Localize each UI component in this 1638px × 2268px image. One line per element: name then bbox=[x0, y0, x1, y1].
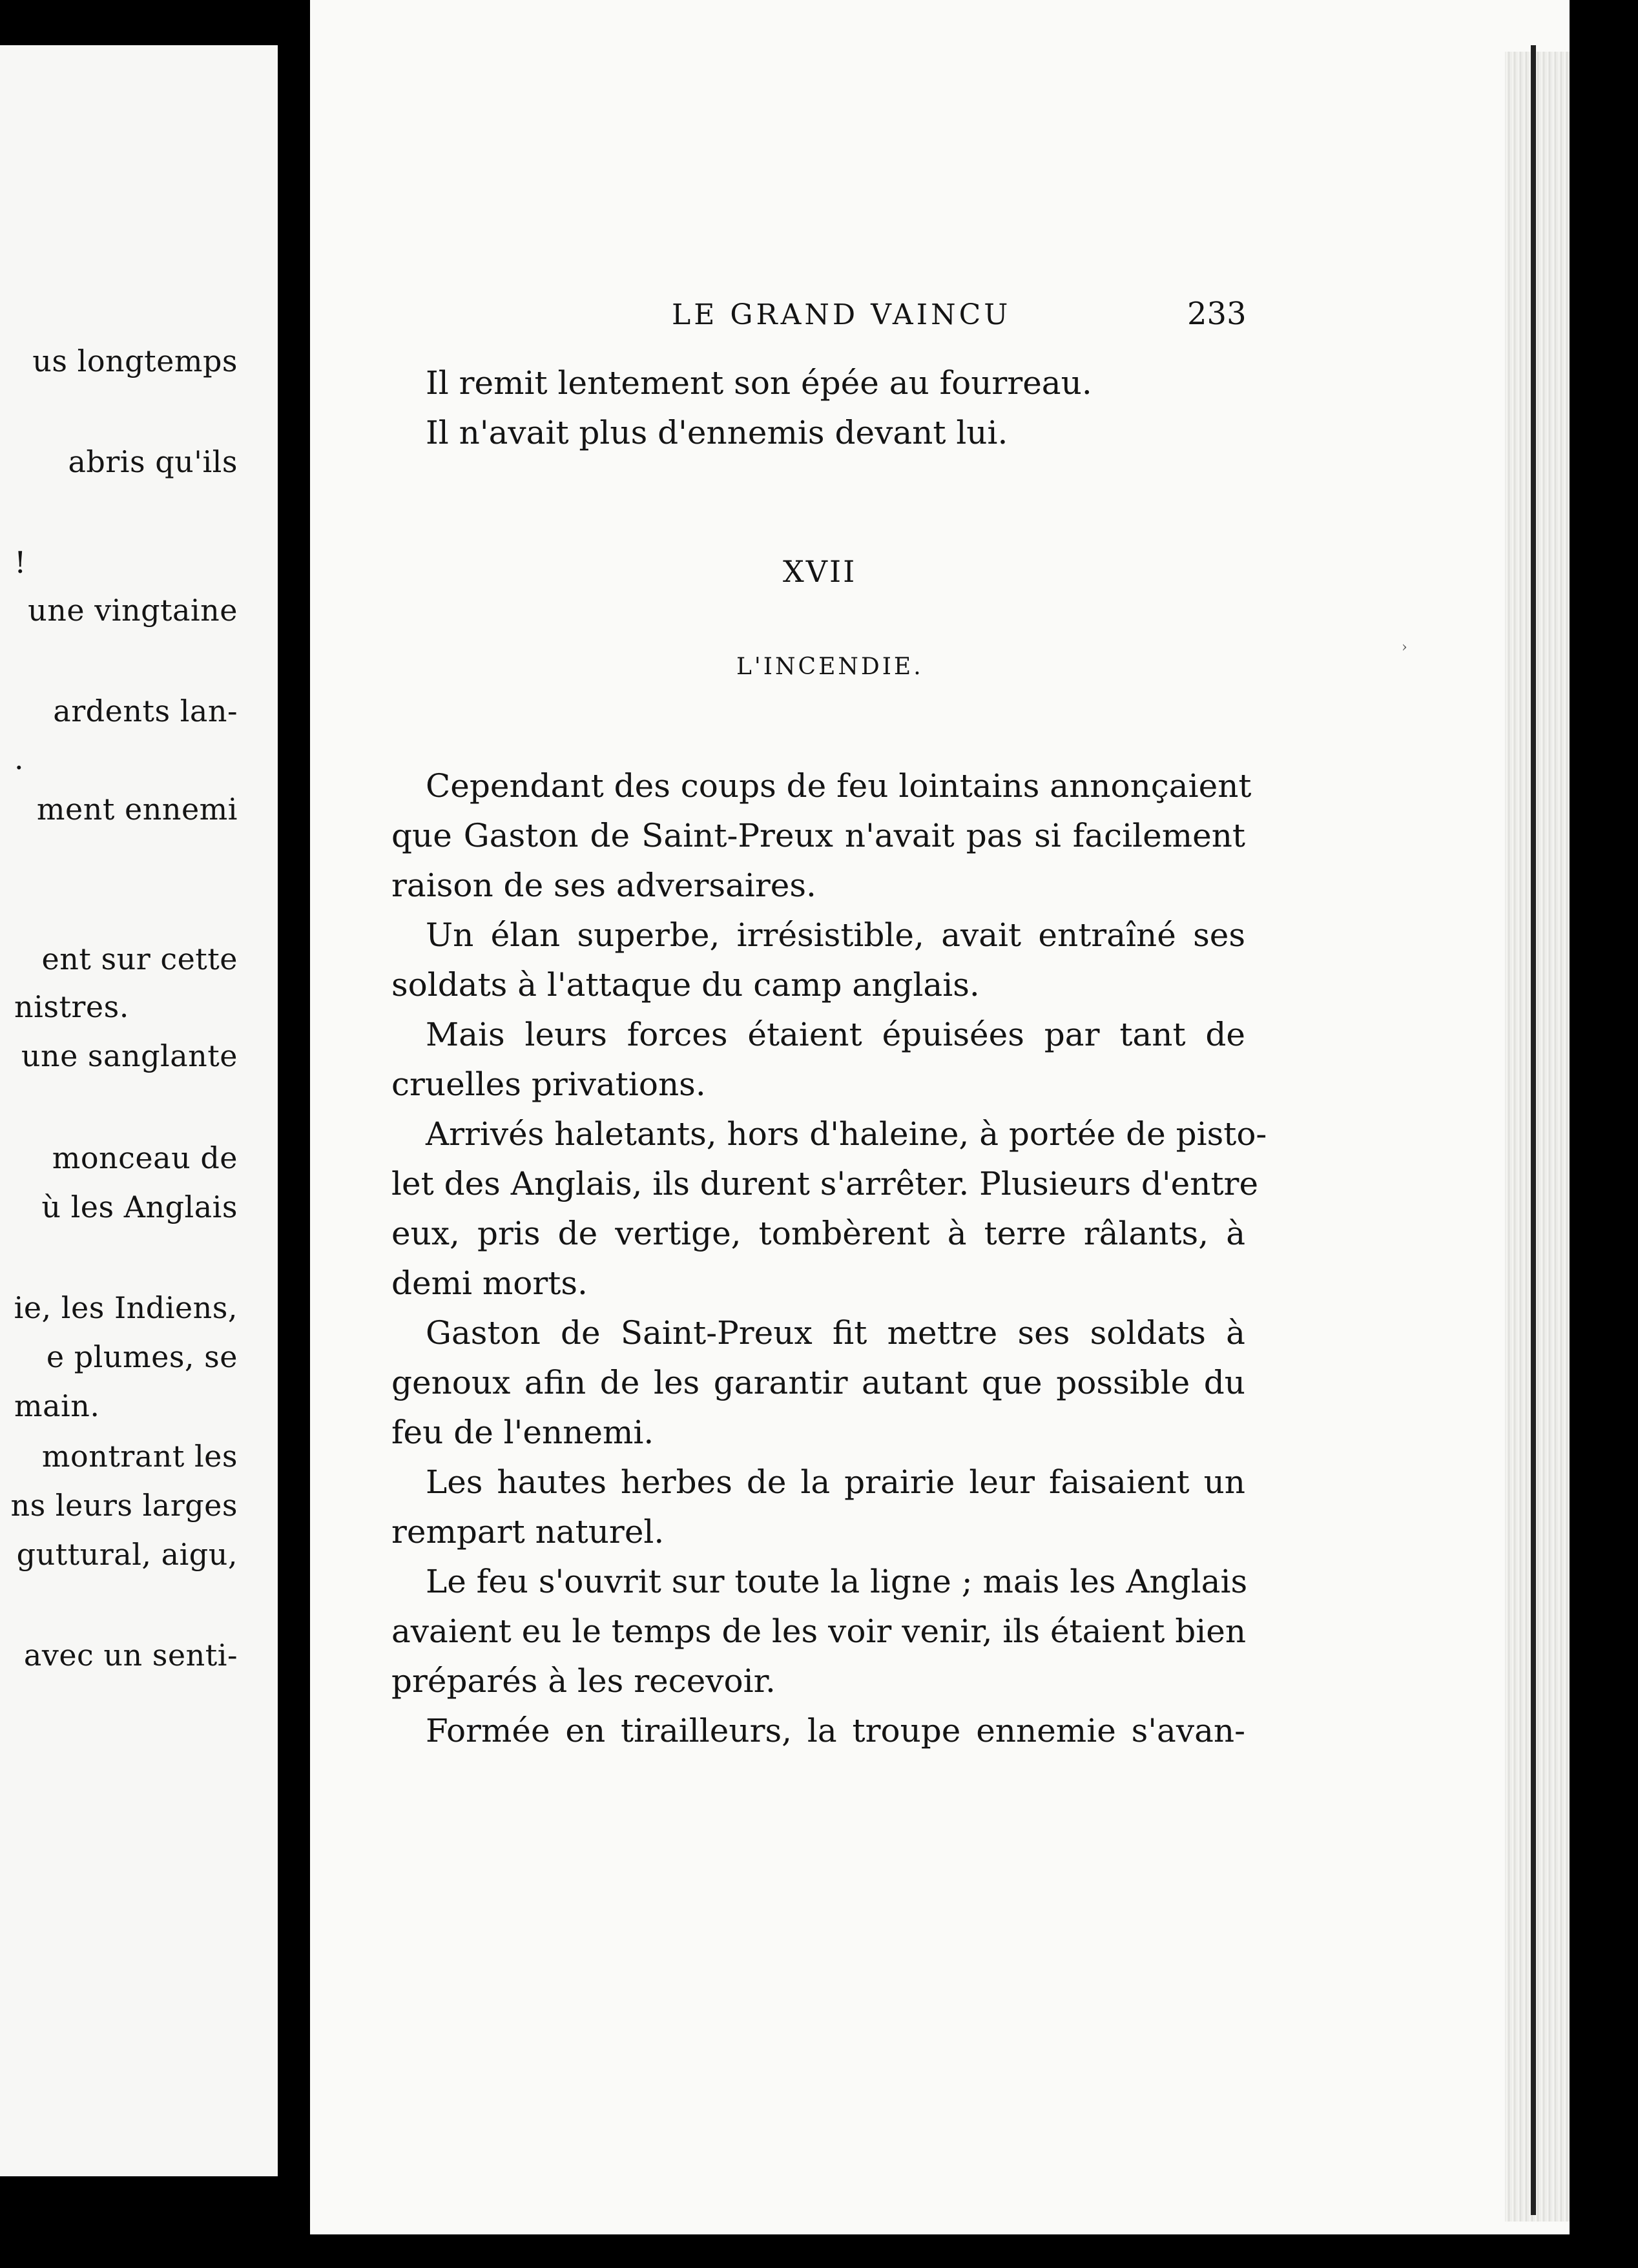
text-line: que Gaston de Saint-Preux n'avait pas si facilement bbox=[391, 817, 1245, 854]
left-page-line: e plumes, se bbox=[46, 1339, 238, 1374]
text-line: Un élan superbe, irrésistible, avait entraîné ses bbox=[426, 916, 1245, 954]
text-line: demi morts. bbox=[391, 1264, 588, 1302]
left-page-line: ent sur cette bbox=[41, 942, 238, 976]
text-line: Les hautes herbes de la prairie leur faisaient un bbox=[426, 1463, 1245, 1501]
left-page-line: us longtemps bbox=[32, 344, 238, 378]
text-line: genoux afin de les garantir autant que possible du bbox=[391, 1364, 1245, 1401]
text-line: Gaston de Saint-Preux fit mettre ses soldats à bbox=[426, 1314, 1245, 1352]
text-line: soldats à l'attaque du camp anglais. bbox=[391, 966, 980, 1004]
left-page-line: une sanglante bbox=[21, 1038, 238, 1073]
text-line: Il n'avait plus d'ennemis devant lui. bbox=[426, 414, 1008, 451]
chapter-title: L'INCENDIE. bbox=[736, 654, 924, 680]
text-line: Formée en tirailleurs, la troupe ennemie s'avan- bbox=[426, 1712, 1245, 1749]
text-line: Arrivés haletants, hors d'haleine, à portée de pisto- bbox=[426, 1115, 1267, 1153]
left-page-line: montrant les bbox=[41, 1439, 238, 1474]
text-line: Cependant des coups de feu lointains annonçaient bbox=[426, 767, 1252, 805]
left-page-line: ie, les Indiens, bbox=[14, 1290, 238, 1325]
left-page-line: monceau de bbox=[52, 1140, 238, 1175]
text-line: préparés à les recevoir. bbox=[391, 1662, 776, 1700]
paragraph bbox=[391, 1109, 1267, 1308]
stray-mark: › bbox=[1402, 639, 1407, 655]
paragraph bbox=[391, 761, 1252, 911]
text-line: Mais leurs forces étaient épuisées par tant de bbox=[426, 1016, 1245, 1053]
left-page-line: une vingtaine bbox=[28, 593, 238, 628]
text-line: avaient eu le temps de les voir venir, ils étaient bien bbox=[391, 1613, 1247, 1650]
left-page-line: ù les Anglais bbox=[41, 1190, 238, 1224]
text-line: Le feu s'ouvrit sur toute la ligne ; mais les Anglais bbox=[426, 1563, 1248, 1600]
text-line: rempart naturel. bbox=[391, 1513, 665, 1551]
left-page-line: ns leurs larges bbox=[10, 1488, 238, 1523]
text-line: cruelles privations. bbox=[391, 1066, 706, 1103]
paragraph bbox=[391, 1706, 1245, 1756]
paragraph bbox=[391, 1557, 1248, 1706]
opening-lines bbox=[391, 358, 1245, 458]
body-text bbox=[391, 761, 1267, 1756]
page-edges bbox=[1505, 52, 1570, 2222]
paragraph bbox=[391, 1458, 1245, 1557]
left-page-line: ardents lan- bbox=[53, 694, 238, 728]
paragraph bbox=[391, 911, 1245, 1010]
text-line: Il remit lentement son épée au fourreau. bbox=[426, 364, 1092, 402]
text-line: eux, pris de vertige, tombèrent à terre râlants, à bbox=[391, 1215, 1245, 1252]
left-page-line: . bbox=[14, 741, 25, 776]
page-number: 233 bbox=[1187, 296, 1247, 332]
left-page-line: ment ennemi bbox=[36, 792, 238, 827]
page-edge-shadow bbox=[1531, 45, 1536, 2215]
paragraph bbox=[391, 1308, 1245, 1458]
text-line: raison de ses adversaires. bbox=[391, 867, 816, 904]
left-page-line: nistres. bbox=[14, 989, 129, 1024]
running-head: LE GRAND VAINCU bbox=[672, 298, 1011, 331]
left-page-line: ! bbox=[14, 545, 26, 580]
paragraph bbox=[391, 1010, 1245, 1109]
left-page-line: guttural, aigu, bbox=[16, 1537, 238, 1572]
text-line: feu de l'ennemi. bbox=[391, 1414, 654, 1451]
book-gutter bbox=[278, 0, 310, 2268]
left-page-line: abris qu'ils bbox=[68, 444, 238, 479]
left-page-fragment bbox=[0, 45, 278, 2176]
left-page-line: avec un senti- bbox=[23, 1638, 238, 1673]
text-line: let des Anglais, ils durent s'arrêter. Plusieurs d'entre bbox=[391, 1165, 1259, 1202]
left-page-line: main. bbox=[14, 1388, 100, 1423]
chapter-number: XVII bbox=[783, 554, 857, 589]
